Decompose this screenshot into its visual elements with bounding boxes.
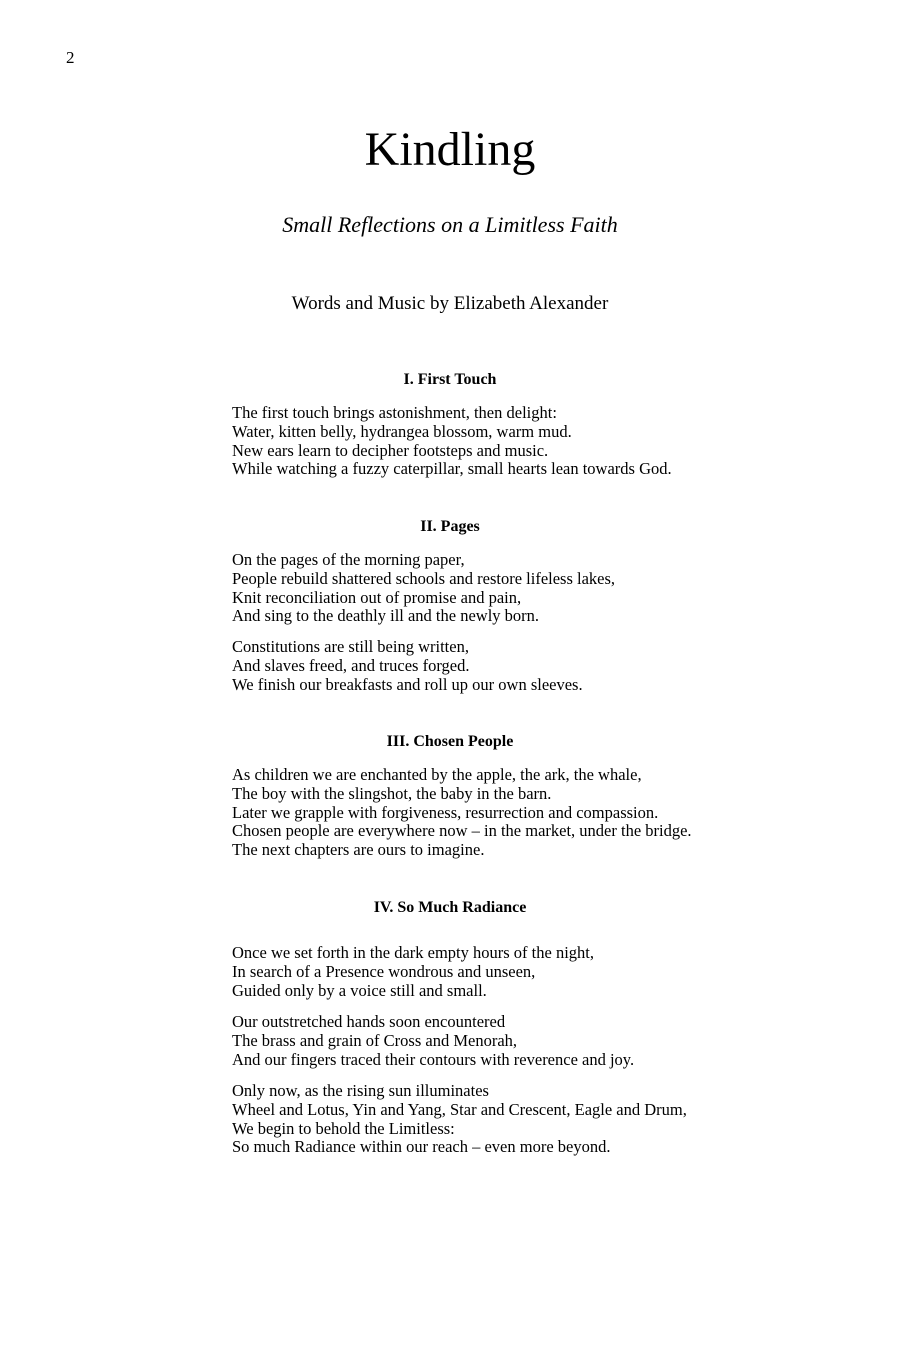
poem-line: The boy with the slingshot, the baby in the barn. — [232, 783, 552, 803]
stanza — [232, 766, 852, 860]
stanza — [232, 638, 852, 694]
stanza — [232, 404, 852, 479]
poem-line: Wheel and Lotus, Yin and Yang, Star and Crescent, Eagle and Drum, — [232, 1099, 687, 1119]
poem-line: Water, kitten belly, hydrangea blossom, warm mud. — [232, 421, 572, 441]
poem-line: Guided only by a voice still and small. — [232, 980, 487, 1000]
document-subtitle: Small Reflections on a Limitless Faith — [282, 212, 618, 237]
poem-line: Chosen people are everywhere now – in the market, under the bridge. — [232, 821, 692, 841]
poem-line: Constitutions are still being written, — [232, 637, 469, 656]
poem-line: Once we set forth in the dark empty hours of the night, — [232, 943, 594, 962]
poem-line: People rebuild shattered schools and restore lifeless lakes, — [232, 568, 616, 588]
poem-line: Only now, as the rising sun illuminates — [232, 1081, 489, 1100]
section-heading-pages: II. Pages — [420, 518, 480, 535]
poem-line: And sing to the deathly ill and the newly born. — [232, 606, 540, 626]
stanza — [232, 944, 852, 1000]
author-credit: Words and Music by Elizabeth Alexander — [291, 293, 609, 314]
poem-line: The next chapters are ours to imagine. — [232, 840, 485, 860]
poem-line: We begin to behold the Limitless: — [232, 1118, 455, 1138]
poem-line: On the pages of the morning paper, — [232, 550, 465, 569]
document-title: Kindling — [364, 123, 536, 176]
poem-line: We finish our breakfasts and roll up our own sleeves. — [232, 674, 583, 694]
stanza — [232, 1013, 852, 1069]
section-heading-chosen-people: III. Chosen People — [386, 733, 514, 750]
poem-line: So much Radiance within our reach – even more beyond. — [232, 1137, 611, 1157]
poem-line: The first touch brings astonishment, then delight: — [232, 403, 557, 422]
poem-line: The brass and grain of Cross and Menorah, — [232, 1030, 518, 1050]
poem-line: As children we are enchanted by the apple, the ark, the whale, — [232, 765, 642, 784]
poem-line: Later we grapple with forgiveness, resurrection and compassion. — [232, 802, 659, 822]
poem-line: New ears learn to decipher footsteps and music. — [232, 440, 549, 460]
stanza — [232, 551, 852, 626]
poem-line: And slaves freed, and truces forged. — [232, 655, 470, 675]
poem-line: Knit reconciliation out of promise and pain, — [232, 587, 522, 607]
section-heading-first-touch: I. First Touch — [403, 371, 497, 388]
page-number: 2 — [66, 48, 75, 67]
poem-line: Our outstretched hands soon encountered — [232, 1012, 506, 1031]
stanza — [232, 1082, 852, 1157]
poem-line: In search of a Presence wondrous and unseen, — [232, 961, 536, 981]
section-heading-so-much-radiance: IV. So Much Radiance — [373, 899, 527, 916]
poem-line: While watching a fuzzy caterpillar, small hearts lean towards God. — [232, 459, 672, 479]
poem-line: And our fingers traced their contours with reverence and joy. — [232, 1049, 635, 1069]
